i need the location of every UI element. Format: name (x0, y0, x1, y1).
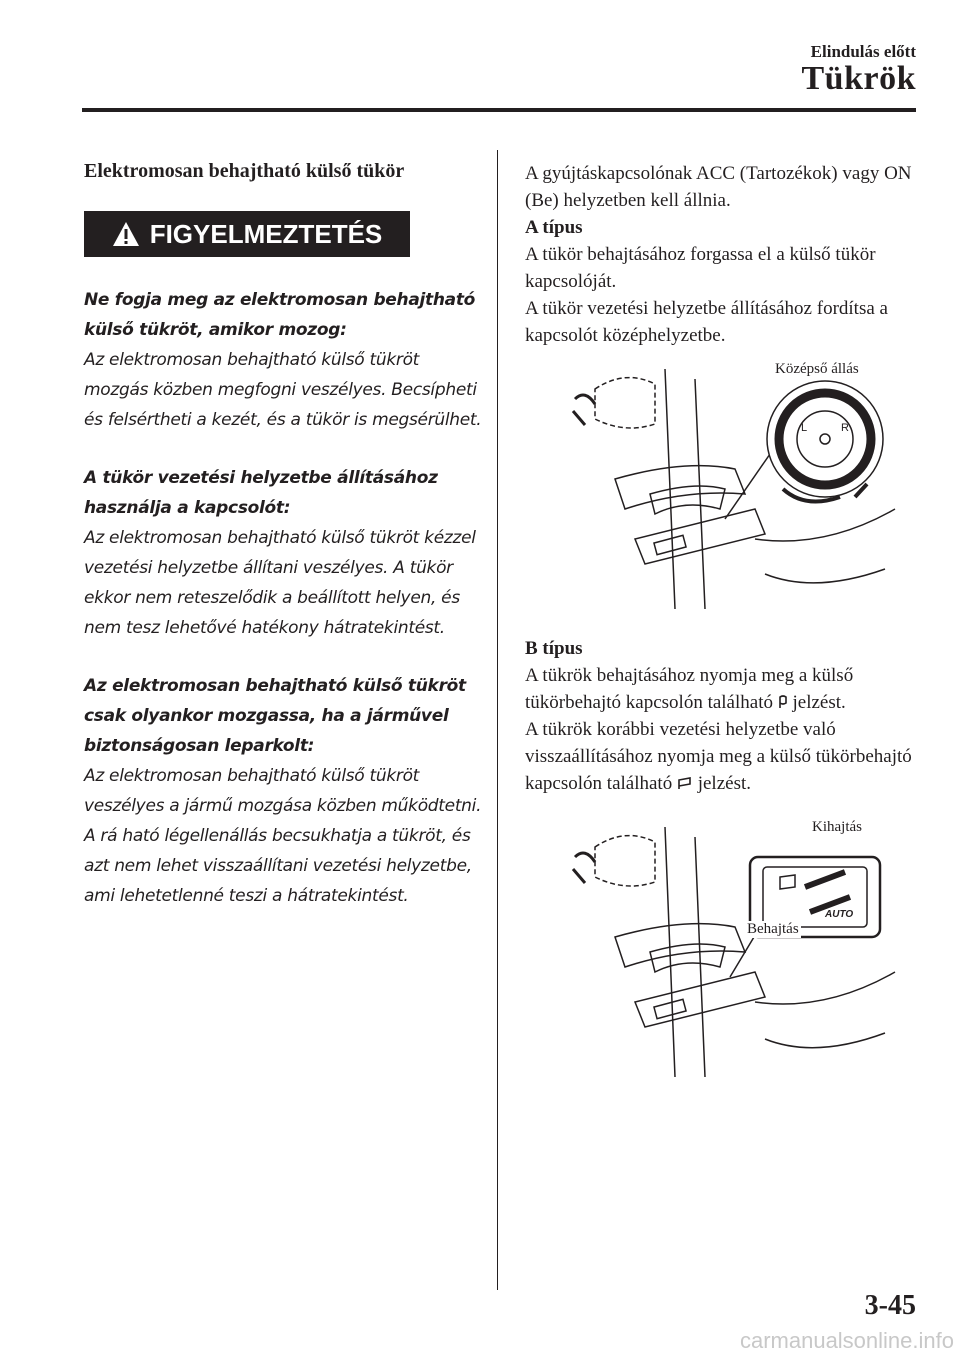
warning-label: FIGYELMEZTETÉS (149, 218, 383, 249)
section-header: Elindulás előtt (810, 42, 916, 61)
type-b-text-2-start: A tükrök korábbi vezetési helyzetbe való visszaállításához nyomja meg a külső tükörbehajtó kapcsolón található (525, 719, 912, 794)
type-a-text-2: A tükör vezetési helyzetbe állításához fordítsa a kapcsolót középhelyzetbe. (525, 298, 888, 346)
type-b-text-2 (525, 716, 925, 797)
warning-item (84, 285, 484, 435)
switch-auto-label: AUTO (825, 909, 854, 920)
watermark: carmanualsonline.info (739, 1328, 954, 1353)
type-a-heading: A típus (525, 217, 583, 238)
switch-left-letter: L (801, 422, 808, 434)
warning-text: Az elektromosan behajtható külső tükröt mozgás közben megfogni veszélyes. Becsípheti és felsértheti a kezét, és a tükör is megsérülhet. (84, 350, 482, 430)
type-b-text-2-end: jelzést. (697, 773, 751, 794)
warning-banner (84, 211, 410, 257)
header-rule (82, 108, 916, 112)
mirror-fold-icon (778, 694, 788, 710)
warning-heading: Az elektromosan behajtható külső tükröt csak olyankor mozgassa, ha a járművel biztonságosan leparkolt: (84, 676, 466, 756)
warning-text: Az elektromosan behajtható külső tükröt kézzel vezetési helyzetbe állítani veszélyes. A tükör ekkor nem reteszelődik a beállított helyen, és nem tesz lehetővé hatékony hátratekintést. (84, 528, 476, 638)
left-column (84, 160, 484, 939)
section-heading: Elektromosan behajtható külső tükör (84, 160, 405, 182)
figure-label-out: Kihajtás (812, 819, 862, 835)
warning-heading: Ne fogja meg az elektromosan behajtható külső tükröt, amikor mozog: (84, 290, 476, 340)
figure-type-a (555, 359, 915, 619)
mirror-switch-illustration (555, 359, 915, 619)
warning-text: Az elektromosan behajtható külső tükröt veszélyes a jármű mozgása közben működtetni. A rá ható légellenállás becsukhatja a tükröt, és azt nem lehet visszaállítani vezetési helyzetbe, ami lehetetlenné teszi a hátratekintést. (84, 766, 482, 906)
mirror-unfold-icon (677, 775, 693, 791)
fold-switch-illustration (555, 817, 915, 1087)
switch-right-letter: R (841, 422, 849, 434)
type-b-text-1-end: jelzést. (792, 692, 846, 713)
page-title: Tükrök (801, 60, 916, 97)
page-number: 3-45 (864, 1290, 916, 1321)
column-divider (497, 150, 498, 1290)
warning-heading: A tükör vezetési helyzetbe állításához használja a kapcsolót: (84, 468, 438, 518)
figure-type-b (555, 817, 915, 1087)
figure-label-in: Behajtás (747, 921, 799, 937)
type-b-text-1 (525, 662, 925, 716)
warning-triangle-icon (112, 221, 140, 247)
warning-item (84, 671, 484, 911)
type-a-text-1: A tükör behajtásához forgassa el a külső tükör kapcsolóját. (525, 244, 876, 292)
type-b-text-1-start: A tükrök behajtásához nyomja meg a külső tükörbehajtó kapcsolón található (525, 665, 854, 713)
right-column (525, 160, 925, 1087)
warning-item (84, 463, 484, 643)
figure-label-center: Középső állás (775, 361, 859, 377)
intro-text: A gyújtáskapcsolónak ACC (Tartozékok) vagy ON (Be) helyzetben kell állnia. (525, 163, 912, 211)
type-b-heading: B típus (525, 638, 583, 659)
